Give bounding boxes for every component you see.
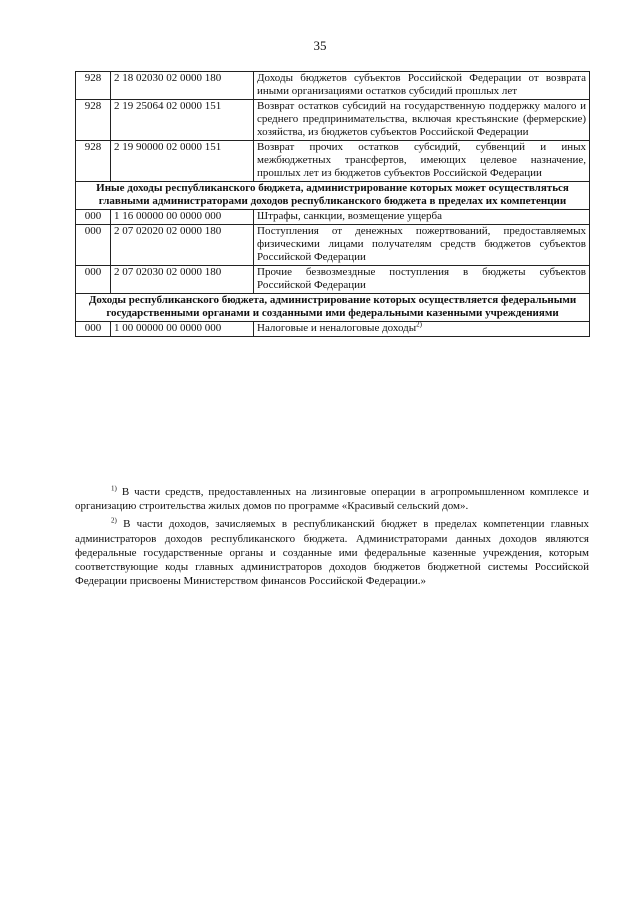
section-heading: Доходы республиканского бюджета, администрирование которых осуществляется федеральными государственными органами и созданными ими федеральными казенными учреждениями — [76, 294, 590, 322]
table-row — [76, 322, 590, 337]
description-cell: Прочие безвозмездные поступления в бюджеты субъектов Российской Федерации — [254, 266, 590, 294]
description-cell: Возврат прочих остатков субсидий, субвенций и иных межбюджетных трансфертов, имеющих целевое назначение, прошлых лет из бюджетов субъектов Российской Федерации — [254, 141, 590, 182]
admin-code-cell: 928 — [76, 141, 111, 182]
table-row — [76, 141, 590, 182]
description-cell: Возврат остатков субсидий на государственную поддержку малого и среднего предпринимательства, включая крестьянские (фермерские) хозяйства, из бюджетов субъектов Российской Федерации — [254, 100, 590, 141]
admin-code-cell: 928 — [76, 100, 111, 141]
table-row — [76, 100, 590, 141]
section-header-row — [76, 182, 590, 210]
table-row — [76, 225, 590, 266]
budget-code-cell: 2 18 02030 02 0000 180 — [111, 72, 254, 100]
admin-code-cell: 000 — [76, 322, 111, 337]
admin-code-cell: 928 — [76, 72, 111, 100]
footnotes — [75, 485, 589, 592]
section-heading: Иные доходы республиканского бюджета, администрирование которых может осуществляться главными администраторами доходов республиканского бюджета в пределах их компетенции — [76, 182, 590, 210]
budget-code-cell: 2 07 02030 02 0000 180 — [111, 266, 254, 294]
budget-code-cell: 2 19 25064 02 0000 151 — [111, 100, 254, 141]
footnote-text: В части средств, предоставленных на лизинговые операции в агропромышленном комплексе и организацию строительства жилых домов по программе «Красивый сельский дом». — [75, 486, 589, 513]
admin-code-cell: 000 — [76, 266, 111, 294]
section-header-row — [76, 294, 590, 322]
budget-code-cell: 1 16 00000 00 0000 000 — [111, 210, 254, 225]
table-row — [76, 210, 590, 225]
description-cell: Поступления от денежных пожертвований, предоставляемых физическими лицами получателям средств бюджетов субъектов Российской Федерации — [254, 225, 590, 266]
admin-code-cell: 000 — [76, 210, 111, 225]
footnote-text: В части доходов, зачисляемых в республиканский бюджет в пределах компетенции главных администраторов доходов республиканского бюджета. Администраторами данных доходов являются федеральные государственные органы и созданные ими федеральные казенные учреждения, которым соответствующие коды главных администраторов доходов бюджетов бюджетной системы Российской Федерации присвоены Министерством финансов Российской Федерации.» — [75, 518, 589, 588]
footnote-1 — [75, 485, 589, 513]
description-text: Налоговые и неналоговые доходы — [257, 322, 417, 334]
footnote-ref: 2) — [416, 320, 422, 329]
table-row — [76, 266, 590, 294]
description-cell: Доходы бюджетов субъектов Российской Федерации от возврата иными организациями остатков субсидий прошлых лет — [254, 72, 590, 100]
description-cell: Штрафы, санкции, возмещение ущерба — [254, 210, 590, 225]
table-row — [76, 72, 590, 100]
revenue-codes-table — [75, 71, 590, 337]
footnote-mark: 2) — [111, 516, 117, 525]
budget-code-cell: 1 00 00000 00 0000 000 — [111, 322, 254, 337]
budget-code-cell: 2 19 90000 02 0000 151 — [111, 141, 254, 182]
footnote-mark: 1) — [111, 484, 117, 493]
page-number: 35 — [313, 38, 327, 53]
admin-code-cell: 000 — [76, 225, 111, 266]
footnote-2 — [75, 517, 589, 588]
description-cell — [254, 322, 590, 337]
budget-code-cell: 2 07 02020 02 0000 180 — [111, 225, 254, 266]
